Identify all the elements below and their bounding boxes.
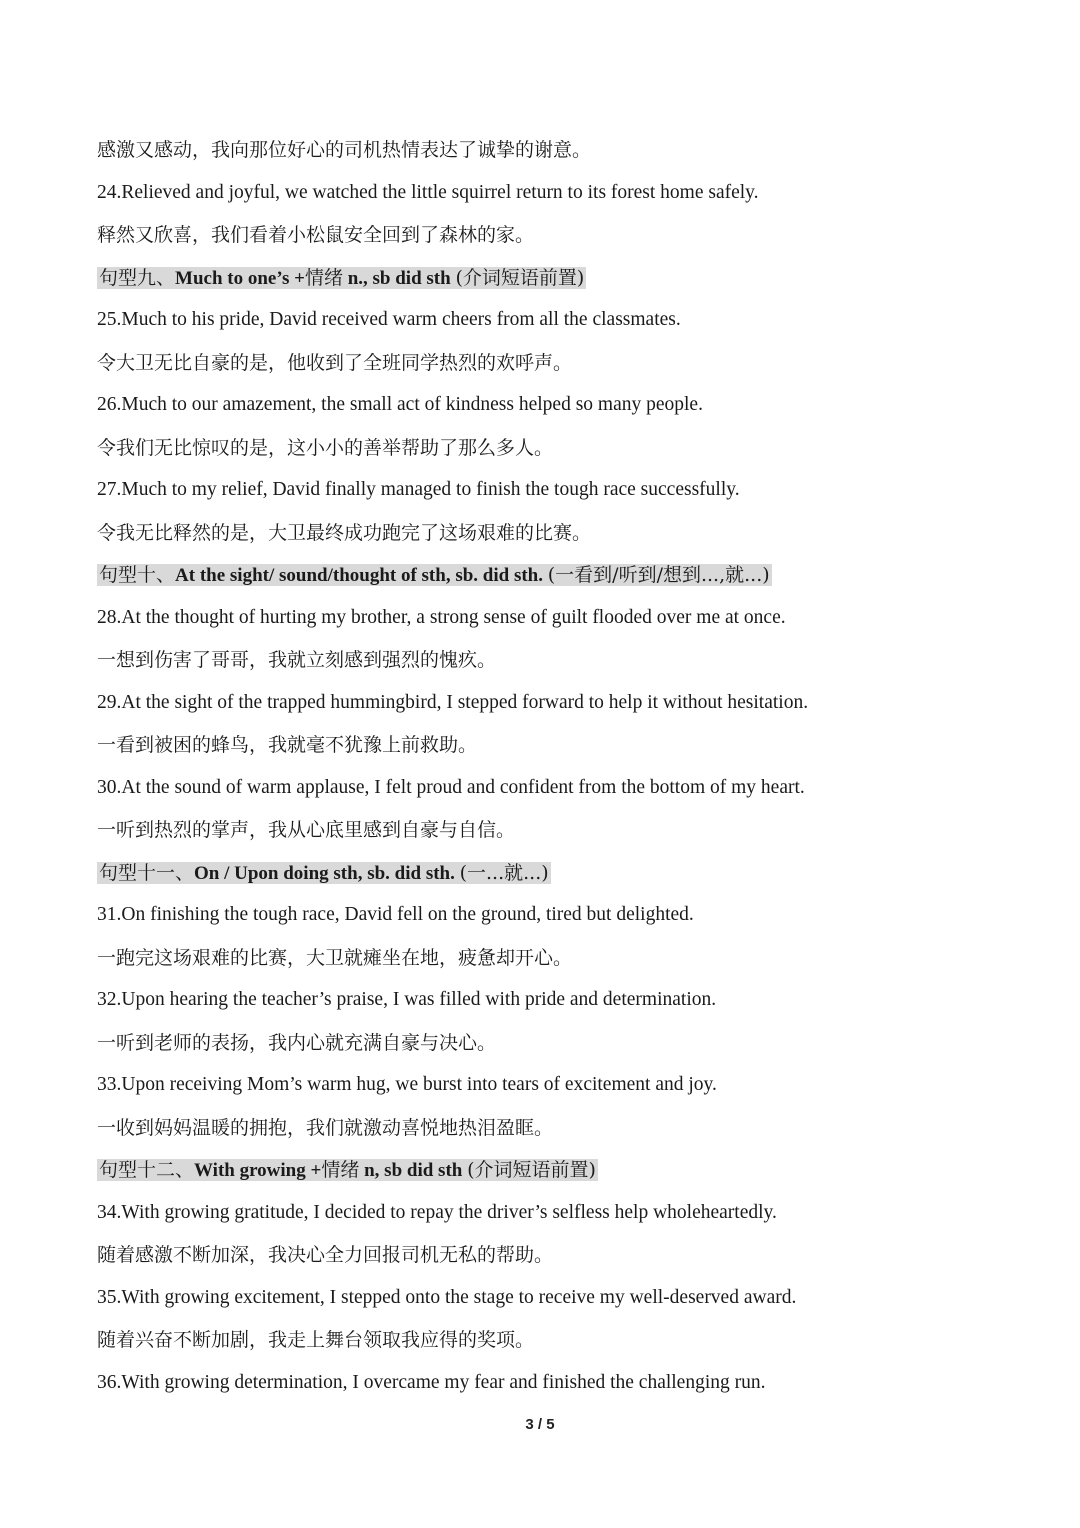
heading-highlight bbox=[97, 564, 772, 586]
english-sentence: 25.Much to his pride, David received warm cheers from all the classmates. bbox=[97, 309, 681, 330]
english-sentence: 34.With growing gratitude, I decided to repay the driver’s selfless help wholeheartedly. bbox=[97, 1201, 777, 1223]
english-sentence: 30.At the sound of warm applause, I felt proud and confident from the bottom of my heart. bbox=[97, 776, 805, 798]
heading-pattern-rest: n, sb did sth bbox=[359, 1160, 468, 1181]
chinese-translation: 一听到热烈的掌声，我从心底里感到自豪与自信。 bbox=[97, 819, 516, 841]
chinese-translation: 随着感激不断加深，我决心全力回报司机无私的帮助。 bbox=[97, 1244, 554, 1266]
english-sentence: 35.With growing excitement, I stepped onto the stage to receive my well-deserved award. bbox=[97, 1286, 797, 1308]
english-sentence: 24.Relieved and joyful, we watched the little squirrel return to its forest home safely. bbox=[97, 181, 759, 203]
section-heading bbox=[97, 860, 551, 886]
heading-note: (一看到/听到/想到...,就...) bbox=[547, 564, 770, 586]
section-heading bbox=[97, 265, 586, 291]
section-heading bbox=[97, 562, 772, 588]
english-sentence: 27.Much to my relief, David finally managed to finish the tough race successfully. bbox=[97, 479, 740, 500]
heading-prefix: 句型九、 bbox=[99, 266, 176, 289]
heading-highlight bbox=[97, 267, 586, 289]
chinese-translation: 一想到伤害了哥哥，我就立刻感到强烈的愧疚。 bbox=[97, 649, 497, 671]
heading-pattern-rest: n., sb did sth bbox=[342, 267, 456, 289]
english-sentence: 32.Upon hearing the teacher’s praise, I was filled with pride and determination. bbox=[97, 989, 717, 1010]
chinese-translation: 一收到妈妈温暖的拥抱，我们就激动喜悦地热泪盈眶。 bbox=[97, 1116, 554, 1139]
heading-pattern-cn: 情绪 bbox=[321, 1159, 360, 1181]
chinese-translation: 令大卫无比自豪的是，他收到了全班同学热烈的欢呼声。 bbox=[97, 351, 573, 374]
chinese-translation: 一看到被困的蜂鸟，我就毫不犹豫上前救助。 bbox=[97, 734, 478, 756]
heading-note: (一...就...) bbox=[459, 861, 549, 884]
heading-pattern: With growing + bbox=[194, 1160, 322, 1181]
chinese-translation: 感激又感动，我向那位好心的司机热情表达了诚挚的谢意。 bbox=[97, 139, 592, 161]
heading-pattern-cn: 情绪 bbox=[304, 266, 343, 289]
chinese-translation: 令我无比释然的是，大卫最终成功跑完了这场艰难的比赛。 bbox=[97, 521, 592, 544]
section-heading bbox=[97, 1157, 598, 1183]
heading-pattern: Much to one’s + bbox=[175, 267, 305, 289]
heading-pattern: At the sight/ sound/thought of sth, sb. did sth. bbox=[175, 565, 548, 586]
page-number: 3 / 5 bbox=[525, 1416, 555, 1433]
heading-pattern: On / Upon doing sth, sb. did sth. bbox=[194, 862, 460, 884]
english-sentence: 31.On finishing the tough race, David fell on the ground, tired but delighted. bbox=[97, 904, 694, 925]
chinese-translation: 一跑完这场艰难的比赛，大卫就瘫坐在地，疲惫却开心。 bbox=[97, 946, 573, 969]
chinese-translation: 随着兴奋不断加剧，我走上舞台领取我应得的奖项。 bbox=[97, 1329, 535, 1351]
heading-prefix: 句型十一、 bbox=[99, 861, 195, 884]
chinese-translation: 一听到老师的表扬，我内心就充满自豪与决心。 bbox=[97, 1031, 497, 1054]
chinese-translation: 令我们无比惊叹的是，这小小的善举帮助了那么多人。 bbox=[97, 436, 554, 459]
english-sentence: 33.Upon receiving Mom’s warm hug, we burst into tears of excitement and joy. bbox=[97, 1074, 717, 1095]
heading-note: (介词短语前置) bbox=[455, 266, 585, 289]
heading-highlight bbox=[97, 862, 551, 884]
heading-prefix: 句型十、 bbox=[99, 564, 176, 586]
english-sentence: 28.At the thought of hurting my brother, a strong sense of guilt flooded over me at once. bbox=[97, 606, 786, 628]
heading-note: (介词短语前置) bbox=[467, 1159, 596, 1181]
chinese-translation: 释然又欣喜，我们看着小松鼠安全回到了森林的家。 bbox=[97, 224, 535, 246]
heading-highlight bbox=[97, 1159, 598, 1181]
heading-prefix: 句型十二、 bbox=[99, 1159, 195, 1181]
english-sentence: 26.Much to our amazement, the small act of kindness helped so many people. bbox=[97, 394, 703, 415]
english-sentence: 29.At the sight of the trapped hummingbird, I stepped forward to help it without hesitation. bbox=[97, 691, 809, 713]
english-sentence: 36.With growing determination, I overcame my fear and finished the challenging run. bbox=[97, 1371, 766, 1393]
